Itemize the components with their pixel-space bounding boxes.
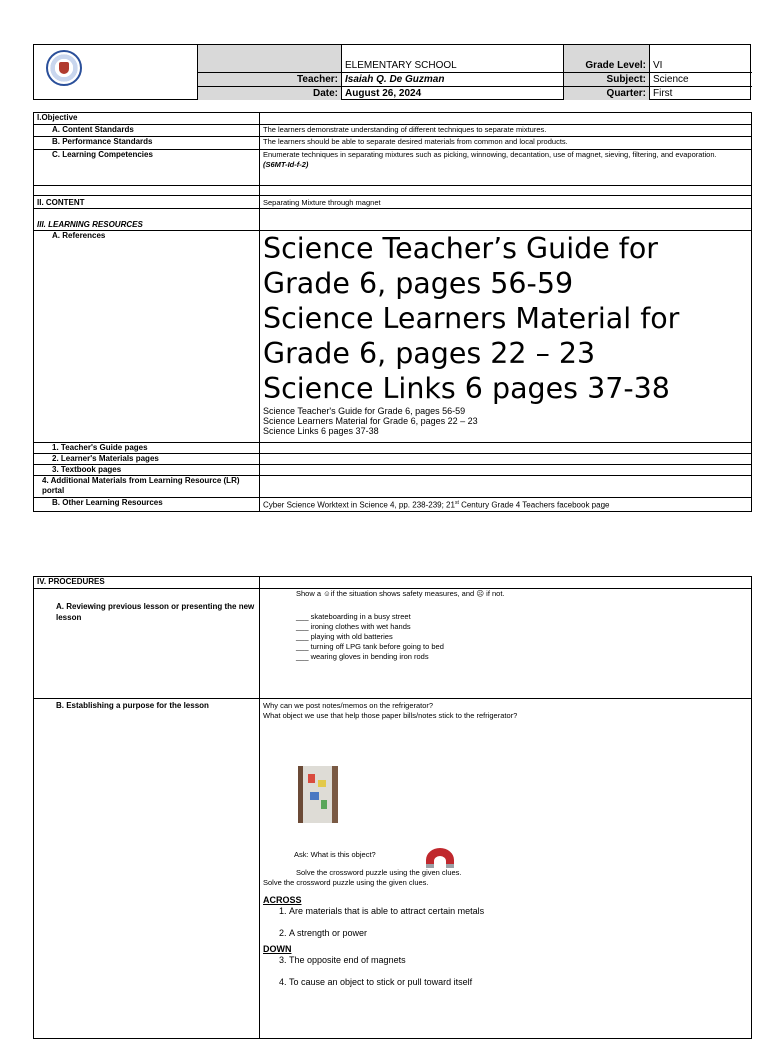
safety-item: ___ skateboarding in a busy street (296, 612, 411, 621)
competency-code: (S6MT-Id-f-2) (263, 160, 309, 169)
row-learning-competencies (34, 150, 752, 186)
row-content (34, 196, 752, 209)
purpose-cell (260, 699, 752, 1039)
teacher-label: Teacher: (198, 73, 342, 87)
down-list (263, 955, 748, 988)
row-establishing-purpose (34, 699, 752, 1039)
small-ref-line: Science Learners Material for Grade 6, pages 22 – 23 (263, 416, 478, 426)
big-ref-line: Science Teacher’s Guide for (263, 232, 658, 265)
teacher-value: Isaiah Q. De Guzman (342, 73, 564, 87)
big-ref-line: Grade 6, pages 56-59 (263, 267, 574, 300)
references-label: A. References (34, 231, 260, 443)
learning-competencies-text: Enumerate techniques in separating mixtures such as picking, winnowing, decantation, use of magnet, sieving, filtering, and evaporation. (263, 150, 717, 159)
other-resources-label: B. Other Learning Resources (34, 498, 260, 512)
safety-item: ___ turning off LPG tank before going to bed (296, 642, 444, 651)
quarter-label: Quarter: (564, 87, 650, 100)
small-ref-line: Science Teacher's Guide for Grade 6, pages 56-59 (263, 406, 466, 416)
down-clue: 4. To cause an object to stick or pull toward itself (289, 977, 748, 988)
row-textbook (34, 465, 752, 476)
down-heading: DOWN (263, 944, 292, 954)
across-clue: 1. Are materials that is able to attract certain metals (289, 906, 748, 917)
procedures-heading: IV. PROCEDURES (34, 577, 260, 589)
lesson-plan-table-2 (33, 576, 752, 1039)
reviewing-cell (260, 589, 752, 699)
content-text: Separating Mixture through magnet (260, 196, 752, 209)
crossword-instruction-1: Solve the crossword puzzle using the given clues. (296, 868, 462, 877)
magnet-icon (422, 848, 458, 866)
big-ref-line: Grade 6, pages 22 – 23 (263, 337, 596, 370)
row-procedures (34, 577, 752, 589)
references-cell (260, 231, 752, 443)
purpose-question-2: What object we use that help those paper bills/notes stick to the refrigerator? (263, 711, 518, 720)
row-other-resources (34, 498, 752, 512)
big-ref-line: Science Learners Material for (263, 302, 680, 335)
row-learning-resources (34, 209, 752, 231)
reviewing-label: A. Reviewing previous lesson or presenting the new lesson (34, 589, 260, 699)
across-clue: 2. A strength or power (289, 928, 748, 939)
textbook-label: 3. Textbook pages (34, 465, 260, 476)
across-list (263, 906, 748, 939)
row-objective (34, 113, 752, 125)
row-additional-materials (34, 476, 752, 498)
additional-materials-label: 4. Additional Materials from Learning Resource (LR) portal (34, 476, 260, 498)
logo-cell (34, 45, 198, 100)
reviewing-instruction: Show a ☺if the situation shows safety measures, and ☹ if not. (296, 589, 505, 598)
grade-value: VI (650, 45, 752, 73)
learning-competencies-label: C. Learning Competencies (34, 150, 260, 186)
performance-standards-text: The learners should be able to separate desired materials from common and local products. (260, 137, 752, 150)
purpose-label: B. Establishing a purpose for the lesson (34, 699, 260, 1039)
subject-label: Subject: (564, 73, 650, 87)
subject-value: Science (650, 73, 752, 87)
school-name: ELEMENTARY SCHOOL (342, 45, 564, 73)
date-value: August 26, 2024 (342, 87, 564, 100)
purpose-question-1: Why can we post notes/memos on the refrigerator? (263, 701, 434, 710)
performance-standards-label: B. Performance Standards (34, 137, 260, 150)
objective-heading: I.Objective (34, 113, 260, 125)
quarter-value: First (653, 88, 673, 99)
school-name-blank (198, 45, 342, 73)
refrigerator-image (298, 766, 338, 823)
across-heading: ACROSS (263, 895, 302, 905)
learning-resources-heading: III. LEARNING RESOURCES (34, 209, 260, 231)
row-teachers-guide (34, 443, 752, 454)
deped-seal-icon (46, 50, 82, 86)
content-heading: II. CONTENT (34, 196, 260, 209)
row-learners-materials (34, 454, 752, 465)
row-performance-standards (34, 137, 752, 150)
other-resources-text: Cyber Science Worktext in Science 4, pp. 238-239; 21st Century Grade 4 Teachers facebook page (260, 498, 752, 512)
teachers-guide-label: 1. Teacher's Guide pages (34, 443, 260, 454)
learners-materials-label: 2. Learner's Materials pages (34, 454, 260, 465)
big-ref-line: Science Links 6 pages 37-38 (263, 372, 670, 405)
content-standards-text: The learners demonstrate understanding of different techniques to separate mixtures. (260, 125, 752, 137)
row-content-standards (34, 125, 752, 137)
row-reviewing (34, 589, 752, 699)
safety-item: ___ ironing clothes with wet hands (296, 622, 411, 631)
row-references (34, 231, 752, 443)
header-table (33, 44, 751, 100)
small-ref-line: Science Links 6 pages 37-38 (263, 426, 379, 436)
ask-object-text: Ask: What is this object? (294, 850, 376, 859)
safety-item: ___ playing with old batteries (296, 632, 393, 641)
safety-item: ___ wearing gloves in bending iron rods (296, 652, 429, 661)
down-clue: 3. The opposite end of magnets (289, 955, 748, 966)
grade-label: Grade Level: (564, 45, 650, 73)
lesson-plan-table-1 (33, 112, 752, 512)
content-standards-label: A. Content Standards (34, 125, 260, 137)
crossword-instruction-2: Solve the crossword puzzle using the given clues. (263, 878, 429, 887)
date-label: Date: (198, 87, 342, 100)
